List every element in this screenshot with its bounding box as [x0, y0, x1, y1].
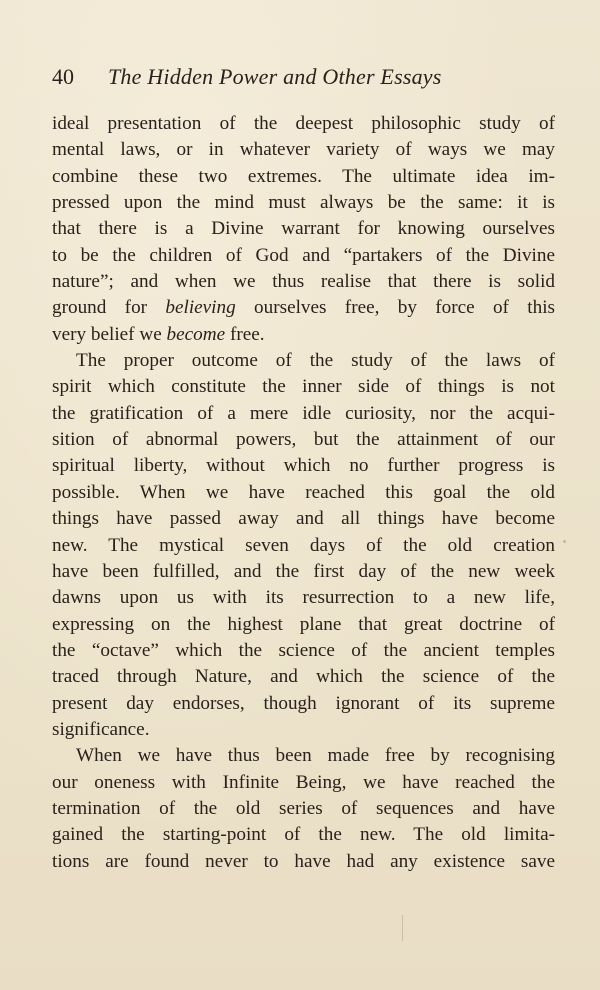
text-line: possible. When we have reached this goal the old	[52, 481, 555, 503]
text-line	[52, 295, 555, 321]
text-line: spirit which constitute the inner side of things is not	[52, 376, 555, 398]
text-line	[52, 322, 555, 348]
text-line: things have passed away and all things have become	[52, 508, 555, 530]
text-line: dawns upon us with its resurrection to a new life,	[52, 587, 555, 609]
text-line: that there is a Divine warrant for knowing ourselves	[52, 218, 555, 240]
italic-emphasis: become	[166, 323, 226, 345]
text-line: expressing on the highest plane that great doctrine of	[52, 613, 555, 635]
paper-scratch	[402, 915, 403, 941]
running-title: The Hidden Power and Other Essays	[108, 64, 442, 89]
text-line: nature”; and when we thus realise that there is solid	[52, 271, 555, 293]
text-line: When we have thus been made free by recognising	[76, 745, 555, 767]
text-line: significance.	[52, 718, 150, 740]
italic-emphasis: believing	[165, 297, 236, 319]
text-line: to be the children of God and “partakers of the Divine	[52, 244, 555, 266]
text-line: ideal presentation of the deepest philosophic study of	[52, 113, 555, 134]
text-line: the “octave” which the science of the ancient temples	[52, 639, 555, 661]
text-line: the gratification of a mere idle curiosity, nor the acqui-	[52, 402, 555, 424]
text-segment: free.	[225, 323, 265, 345]
text-segment: ourselves free, by force of this	[235, 297, 555, 319]
text-line: present day endorses, though ignorant of its supreme	[52, 692, 555, 714]
text-line: mental laws, or in whatever variety of ways we may	[52, 139, 555, 161]
running-header	[52, 62, 562, 92]
text-line: have been fulfilled, and the first day of the new week	[52, 560, 555, 582]
text-line: gained the starting-point of the new. The old limita-	[52, 824, 555, 846]
text-line: combine these two extremes. The ultimate idea im-	[52, 165, 555, 187]
text-segment: very belief we	[52, 323, 167, 345]
text-line: traced through Nature, and which the science of the	[52, 666, 555, 688]
text-line: spiritual liberty, without which no further progress is	[52, 455, 555, 477]
text-line: tions are found never to have had any existence save	[52, 850, 555, 872]
text-line: our oneness with Infinite Being, we have reached the	[52, 771, 555, 793]
text-segment: ground for	[52, 297, 166, 319]
text-line: sition of abnormal powers, but the attainment of our	[52, 429, 555, 451]
body-text	[52, 111, 555, 875]
text-line: pressed upon the mind must always be the same: it is	[52, 192, 555, 214]
text-line: termination of the old series of sequences and have	[52, 797, 555, 819]
paper-speck	[563, 540, 566, 543]
text-line: new. The mystical seven days of the old creation	[52, 534, 555, 556]
text-line: The proper outcome of the study of the laws of	[76, 350, 555, 372]
page-number: 40	[52, 64, 74, 89]
